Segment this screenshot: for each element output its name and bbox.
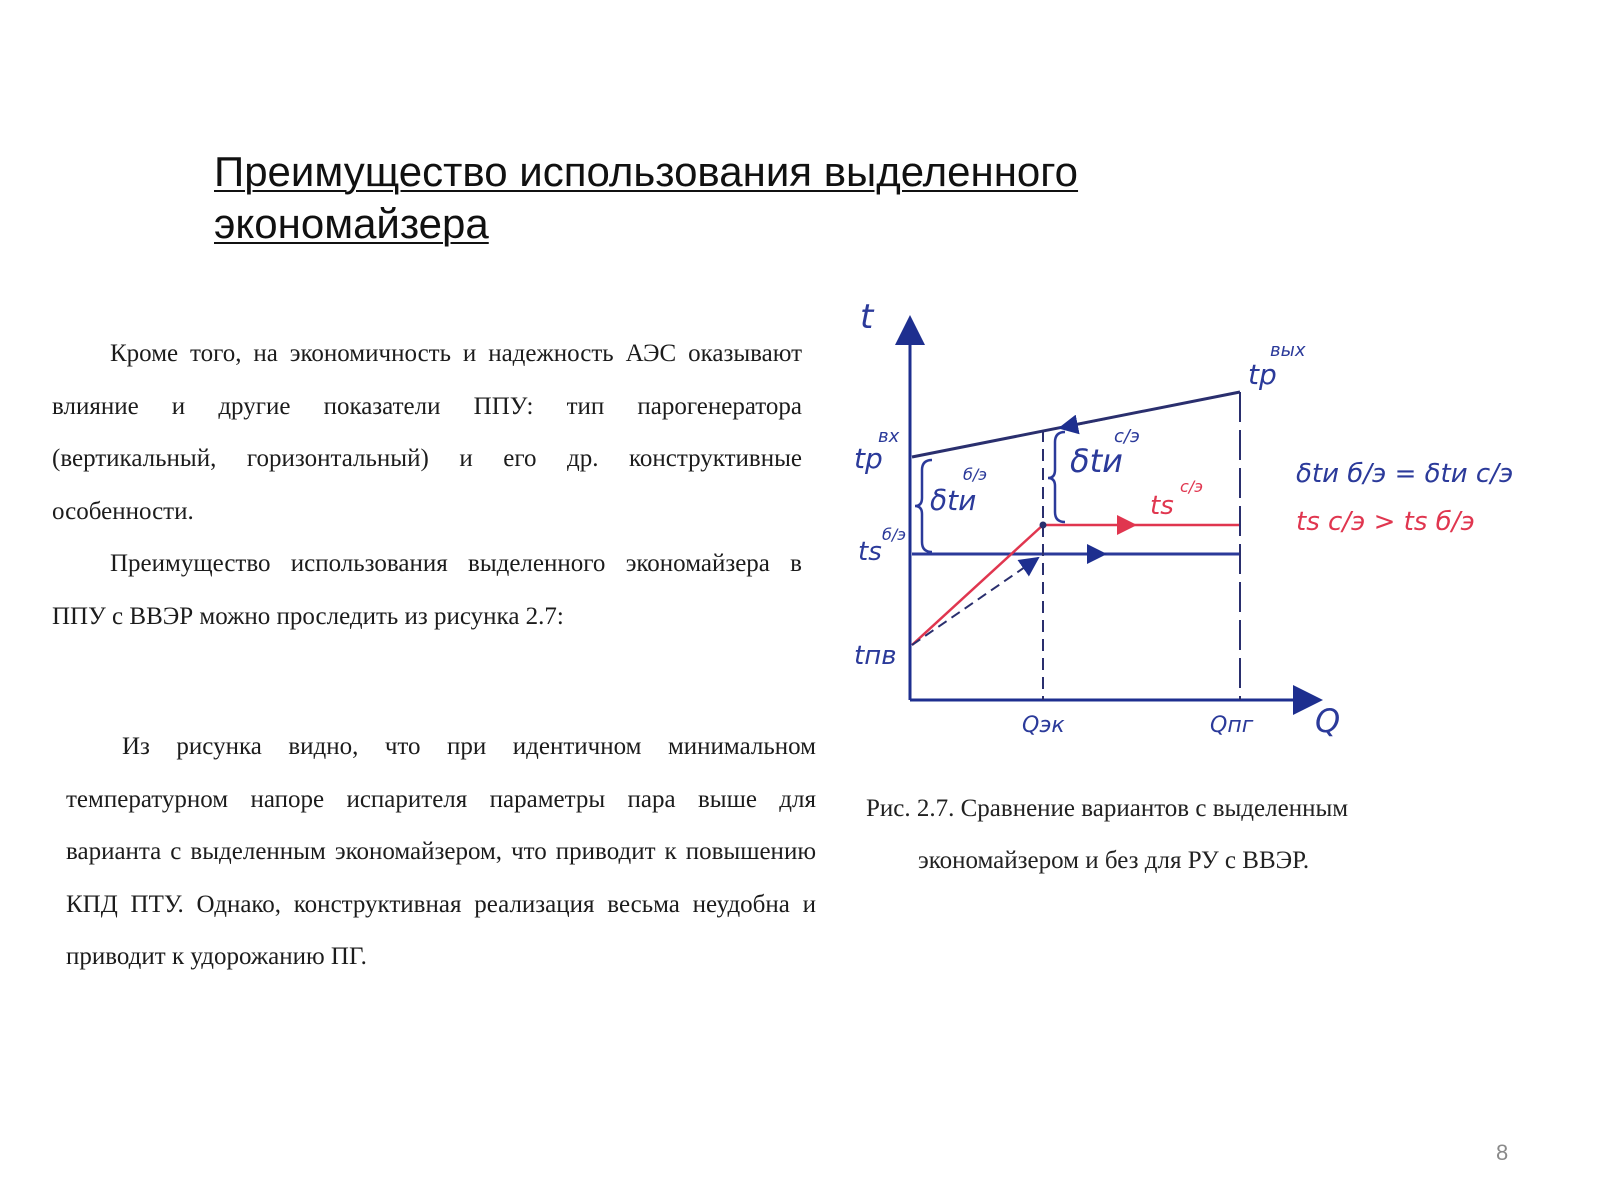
slide-title — [214, 146, 1194, 250]
paragraph-1 — [52, 328, 802, 538]
tp-in-sup: вх — [878, 426, 900, 447]
paragraph-2 — [52, 538, 802, 643]
figure-caption-line1: Рис. 2.7. Сравнение вариантов с выделенным — [866, 795, 1349, 822]
paragraph-3-text: Из рисунка видно, что при идентичном минимальном температурном напоре испарителя параметры пара выше для варианта с выделенным экономайзером, что приводит к повышению КПД ПТУ. Однако, конструктивная реализация весьма неудобна и приводит к удорожанию ПГ. — [66, 733, 816, 970]
page-number: 8 — [1496, 1140, 1509, 1165]
figure-caption-line2: экономайзером и без для РУ с ВВЭР. — [918, 847, 1310, 874]
delta-t-with — [1070, 442, 1123, 480]
paragraph-1-text: Кроме того, на экономичность и надежность АЭС оказывают влияние и другие показатели ППУ: тип парогенератора (вертикальный, горизонтальный) и его др. конструктивные особенности. — [52, 340, 802, 525]
tp-out-sup: вых — [1270, 340, 1306, 361]
slide-title-line1: Преимущество использования выделенного — [214, 148, 1079, 195]
paragraph-2-text: Преимущество использования выделенного экономайзера в ППУ с ВВЭР можно проследить из рисунка 2.7: — [52, 550, 802, 630]
tpv-label: tпв — [854, 641, 897, 671]
x-axis-label: Q — [1315, 702, 1341, 740]
temperature-diagram — [854, 297, 1540, 780]
delta-brace-with-economizer — [1048, 432, 1065, 522]
delta-t-without — [930, 484, 976, 517]
ts-with-sup: с/э — [1180, 477, 1203, 496]
feedwater-dashed-line — [912, 558, 1038, 645]
delta-t-without-sup: б/э — [963, 465, 988, 484]
paragraph-3 — [66, 721, 816, 984]
delta-t-with-text: δtи — [1070, 442, 1123, 480]
feedwater-red-line — [912, 525, 1043, 645]
tp-out-label: tр — [1248, 358, 1277, 391]
y-axis-label: t — [860, 297, 874, 337]
equation-delta-t: δtи б/э = δtи с/э — [1296, 459, 1514, 489]
ts-without-label: ts — [858, 537, 882, 567]
q-pg-label: Qпг — [1210, 713, 1254, 738]
ts-with-label: ts — [1150, 491, 1174, 521]
delta-t-without-text: δtи — [930, 484, 977, 517]
q-ek-label: Qэк — [1022, 713, 1065, 738]
ts-without-sup: б/э — [882, 525, 907, 544]
primary-flow-arrow — [1060, 419, 1105, 428]
tp-in-label: tр — [854, 442, 883, 475]
delta-t-with-sup: с/э — [1114, 426, 1140, 447]
equation-ts: ts с/э > ts б/э — [1296, 507, 1475, 537]
slide-title-line2: экономайзера — [214, 200, 489, 247]
figure-caption — [866, 783, 1466, 887]
